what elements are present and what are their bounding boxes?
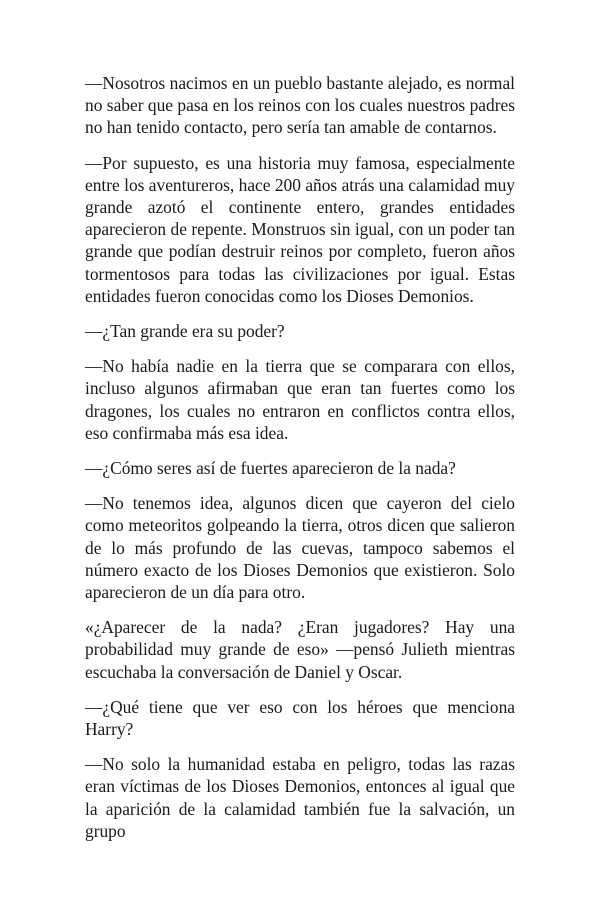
paragraph-8: —¿Qué tiene que ver eso con los héroes que menciona Harry? <box>85 696 515 740</box>
paragraph-6: —No tenemos idea, algunos dicen que cayeron del cielo como meteoritos golpeando la tierra, otros dicen que salieron de lo más profundo de las cuevas, tampoco sabemos el número exacto de los Dioses Demonios que existieron. Solo aparecieron de un día para otro. <box>85 493 515 603</box>
paragraph-7: «¿Aparecer de la nada? ¿Eran jugadores? Hay una probabilidad muy grande de eso» —pensó Julieth mientras escuchaba la conversación de Daniel y Oscar. <box>85 617 515 682</box>
paragraph-5: —¿Cómo seres así de fuertes aparecieron de la nada? <box>85 458 456 479</box>
paragraph-9: —No solo la humanidad estaba en peligro, todas las razas eran víctimas de los Dioses Demonios, entonces al igual que la aparición de la calamidad también fue la salvación, un grupo <box>85 754 515 841</box>
book-page <box>85 72 515 855</box>
paragraph-1: —Nosotros nacimos en un pueblo bastante alejado, es normal no saber que pasa en los reinos con los cuales nuestros padres no han tenido contacto, pero sería tan amable de contarnos. <box>85 73 515 138</box>
paragraph-4: —No había nadie en la tierra que se comparara con ellos, incluso algunos afirmaban que eran tan fuertes como los dragones, los cuales no entraron en conflictos contra ellos, eso confirmaba más esa idea. <box>85 356 515 443</box>
paragraph-2: —Por supuesto, es una historia muy famosa, especialmente entre los aventureros, hace 200 años atrás una calamidad muy grande azotó el continente entero, grandes entidades aparecieron de repente. Monstruos sin igual, con un poder tan grande que podían destruir reinos por completo, fueron años tormentosos para todas las civilizaciones por igual. Estas entidades fueron conocidas como los Dioses Demonios. <box>85 152 515 306</box>
paragraph-3: —¿Tan grande era su poder? <box>85 321 285 342</box>
